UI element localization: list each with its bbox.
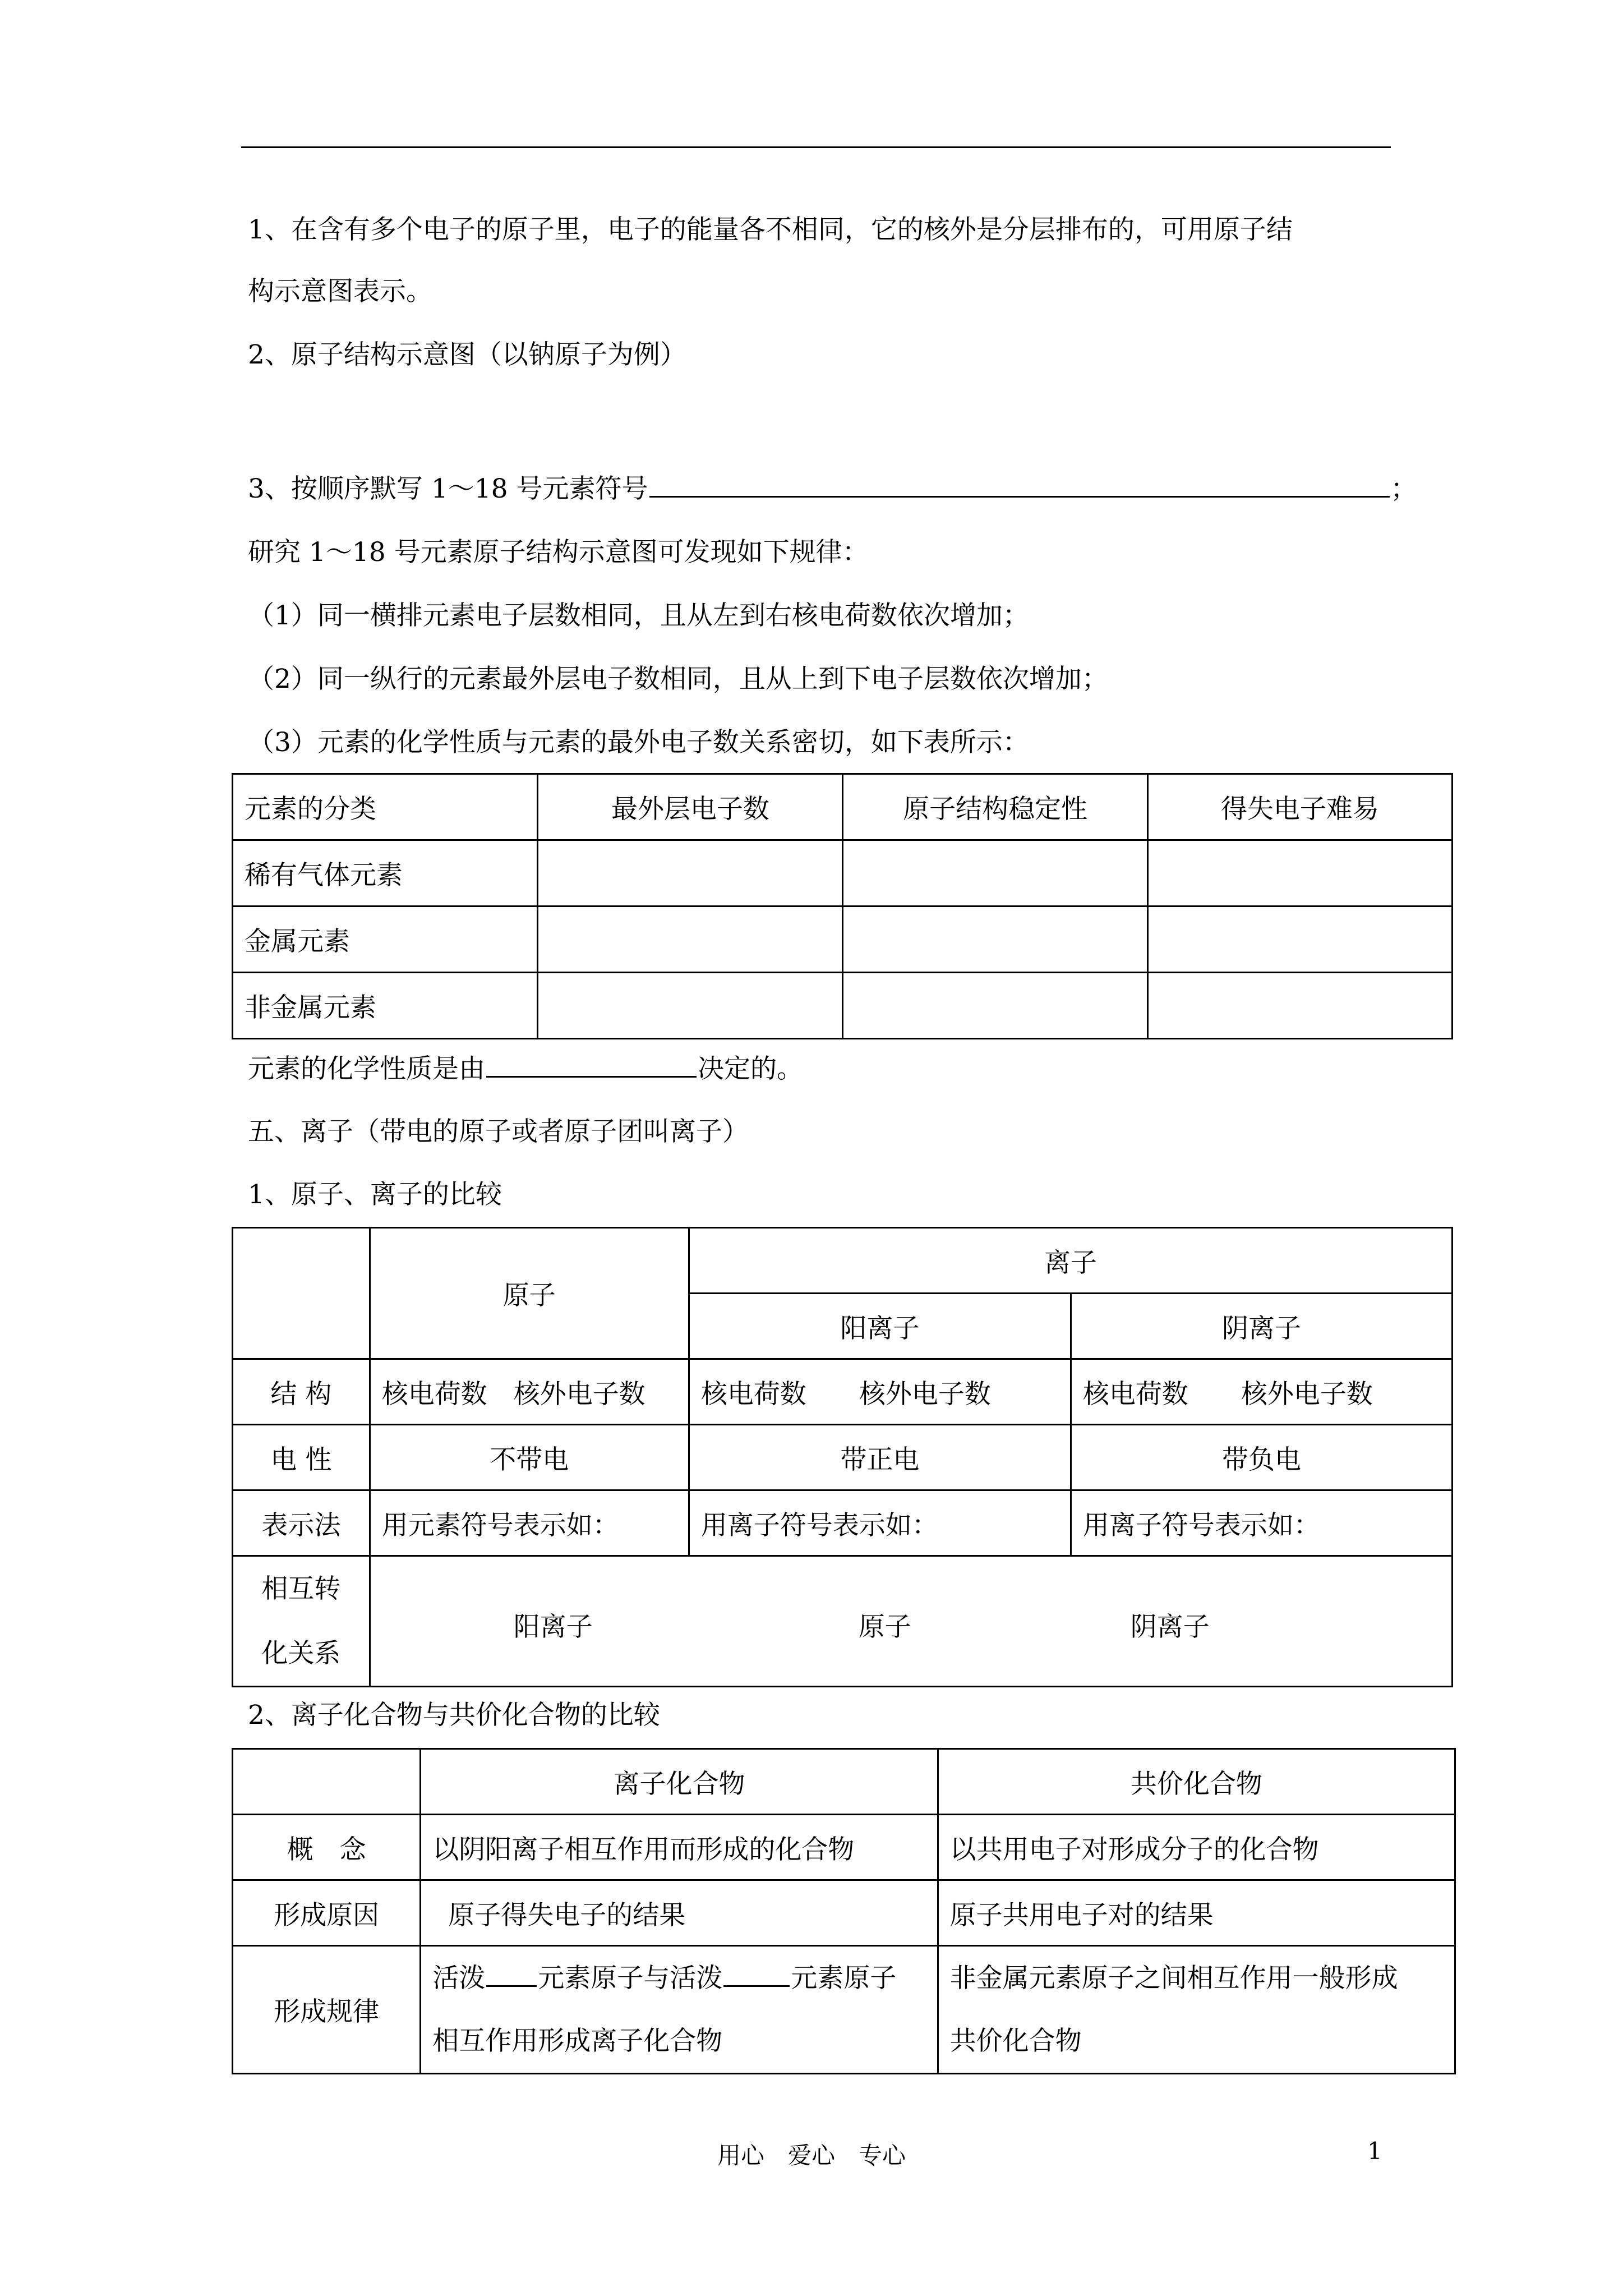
row-label: 概 念 xyxy=(233,1815,421,1880)
section-title-ions: 五、离子（带电的原子或者原子团叫离子） xyxy=(248,1116,749,1147)
paragraph-7: （3）元素的化学性质与元素的最外电子数关系密切，如下表所示： xyxy=(248,727,1029,758)
row-label: 形成规律 xyxy=(233,1946,421,2074)
rule-blank-1[interactable] xyxy=(486,1961,537,1987)
answer-cell[interactable] xyxy=(843,973,1147,1039)
row-label: 电 性 xyxy=(233,1425,370,1490)
table-cell xyxy=(421,1946,938,2074)
rule-line xyxy=(432,1947,937,2010)
rule-text: 活泼 xyxy=(432,1962,486,1994)
cation-header: 阳离子 xyxy=(689,1294,1071,1359)
answer-cell[interactable] xyxy=(538,907,843,973)
table-row-structure xyxy=(233,1359,1453,1425)
rule-line: 共价化合物 xyxy=(949,2025,1082,2056)
table-cell: 用离子符号表示如： xyxy=(1071,1490,1452,1556)
paragraph-1b: 构示意图表示。 xyxy=(248,276,432,307)
table-cell: 核电荷数 核外电子数 xyxy=(1071,1359,1452,1425)
conversion-atom: 原子 xyxy=(858,1612,911,1642)
table-cell: 金属元素 xyxy=(233,907,538,973)
answer-cell[interactable] xyxy=(843,907,1147,973)
answer-cell[interactable] xyxy=(538,973,843,1039)
table-header-cell: 元素的分类 xyxy=(233,774,538,840)
table-header-cell: 最外层电子数 xyxy=(538,774,843,840)
table-cell: 带负电 xyxy=(1071,1425,1452,1490)
rule-text: 元素原子与活泼 xyxy=(538,1962,723,1994)
answer-cell[interactable] xyxy=(1147,973,1452,1039)
answer-cell[interactable] xyxy=(1147,840,1452,907)
paragraph-4: 研究 1～18 号元素原子结构示意图可发现如下规律： xyxy=(248,537,869,568)
covalent-header: 共价化合物 xyxy=(938,1749,1455,1815)
answer-cell[interactable] xyxy=(1147,907,1452,973)
table-cell: 带正电 xyxy=(689,1425,1071,1490)
subsection-title-compounds: 2、离子化合物与共价化合物的比较 xyxy=(248,1700,660,1731)
table-row-cause xyxy=(233,1880,1455,1946)
table-cell: 非金属元素 xyxy=(233,973,538,1039)
table-cell: 用元素符号表示如： xyxy=(370,1490,689,1556)
table-row-charge xyxy=(233,1425,1453,1490)
header-rule xyxy=(241,146,1391,148)
table-cell: 不带电 xyxy=(370,1425,689,1490)
table-cell: 稀有气体元素 xyxy=(233,840,538,907)
row-label xyxy=(233,1556,370,1687)
table-cell: 核电荷数 核外电子数 xyxy=(370,1359,689,1425)
element-symbols-blank[interactable] xyxy=(649,471,1390,498)
row-label-line: 相互转 xyxy=(261,1573,341,1604)
table-row-concept xyxy=(233,1815,1455,1880)
table-cell: 以共用电子对形成分子的化合物 xyxy=(938,1815,1455,1880)
element-classification-table xyxy=(232,773,1453,1039)
paragraph-6: （2）同一纵行的元素最外层电子数相同，且从上到下电子层数依次增加； xyxy=(248,664,1108,694)
atom-ion-comparison-table xyxy=(232,1227,1453,1687)
paragraph-8-prefix: 元素的化学性质是由 xyxy=(248,1053,485,1084)
row-label: 结 构 xyxy=(233,1359,370,1425)
footer-motto: 用心 爱心 专心 xyxy=(717,2142,906,2169)
table-header-row xyxy=(233,1228,1453,1294)
table-cell xyxy=(938,1946,1455,2074)
rule-blank-2[interactable] xyxy=(723,1961,790,1987)
rule-line: 相互作用形成离子化合物 xyxy=(432,2025,723,2056)
table-corner-cell xyxy=(233,1749,421,1815)
compound-comparison-table xyxy=(232,1748,1456,2074)
paragraph-2: 2、原子结构示意图（以钠原子为例） xyxy=(248,339,686,370)
subsection-title-atom-ion: 1、原子、离子的比较 xyxy=(248,1179,502,1210)
anion-header: 阴离子 xyxy=(1071,1294,1452,1359)
paragraph-8 xyxy=(248,1051,803,1086)
conversion-cation: 阳离子 xyxy=(513,1612,593,1642)
table-header-row xyxy=(233,1749,1455,1815)
table-cell: 用离子符号表示如： xyxy=(689,1490,1071,1556)
paragraph-3-prefix: 3、按顺序默写 1～18 号元素符号 xyxy=(248,473,648,504)
row-label: 表示法 xyxy=(233,1490,370,1556)
table-header-row xyxy=(233,774,1453,840)
table-row-rule xyxy=(233,1946,1455,2074)
table-header-cell: 得失电子难易 xyxy=(1147,774,1452,840)
answer-cell[interactable] xyxy=(538,840,843,907)
ionic-header: 离子化合物 xyxy=(421,1749,938,1815)
table-row-notation xyxy=(233,1490,1453,1556)
conversion-cell xyxy=(370,1556,1452,1687)
ion-header: 离子 xyxy=(689,1228,1452,1294)
answer-cell[interactable] xyxy=(843,840,1147,907)
paragraph-8-suffix: 决定的。 xyxy=(698,1053,803,1084)
row-label-line: 化关系 xyxy=(261,1638,341,1669)
paragraph-1a: 1、在含有多个电子的原子里，电子的能量各不相同，它的核外是分层排布的，可用原子结 xyxy=(248,214,1293,245)
table-header-cell: 原子结构稳定性 xyxy=(843,774,1147,840)
table-cell: 核电荷数 核外电子数 xyxy=(689,1359,1071,1425)
conversion-anion: 阴离子 xyxy=(1130,1612,1210,1642)
rule-line: 非金属元素原子之间相互作用一般形成 xyxy=(949,1962,1398,1994)
paragraph-3-suffix: ； xyxy=(1390,473,1417,504)
row-label: 形成原因 xyxy=(233,1880,421,1946)
chemical-property-blank[interactable] xyxy=(486,1051,697,1078)
table-row-conversion xyxy=(233,1556,1453,1687)
table-row xyxy=(233,840,1453,907)
table-cell: 以阴阳离子相互作用而形成的化合物 xyxy=(421,1815,938,1880)
table-row xyxy=(233,907,1453,973)
table-cell: 原子得失电子的结果 xyxy=(421,1880,938,1946)
rule-text: 元素原子 xyxy=(791,1962,897,1994)
paragraph-3 xyxy=(248,471,1417,506)
table-corner-cell xyxy=(233,1228,370,1359)
paragraph-5: （1）同一横排元素电子层数相同，且从左到右核电荷数依次增加； xyxy=(248,600,1029,631)
table-cell: 原子共用电子对的结果 xyxy=(938,1880,1455,1946)
page-number: 1 xyxy=(1367,2137,1382,2165)
table-row xyxy=(233,973,1453,1039)
atom-header: 原子 xyxy=(370,1228,689,1359)
